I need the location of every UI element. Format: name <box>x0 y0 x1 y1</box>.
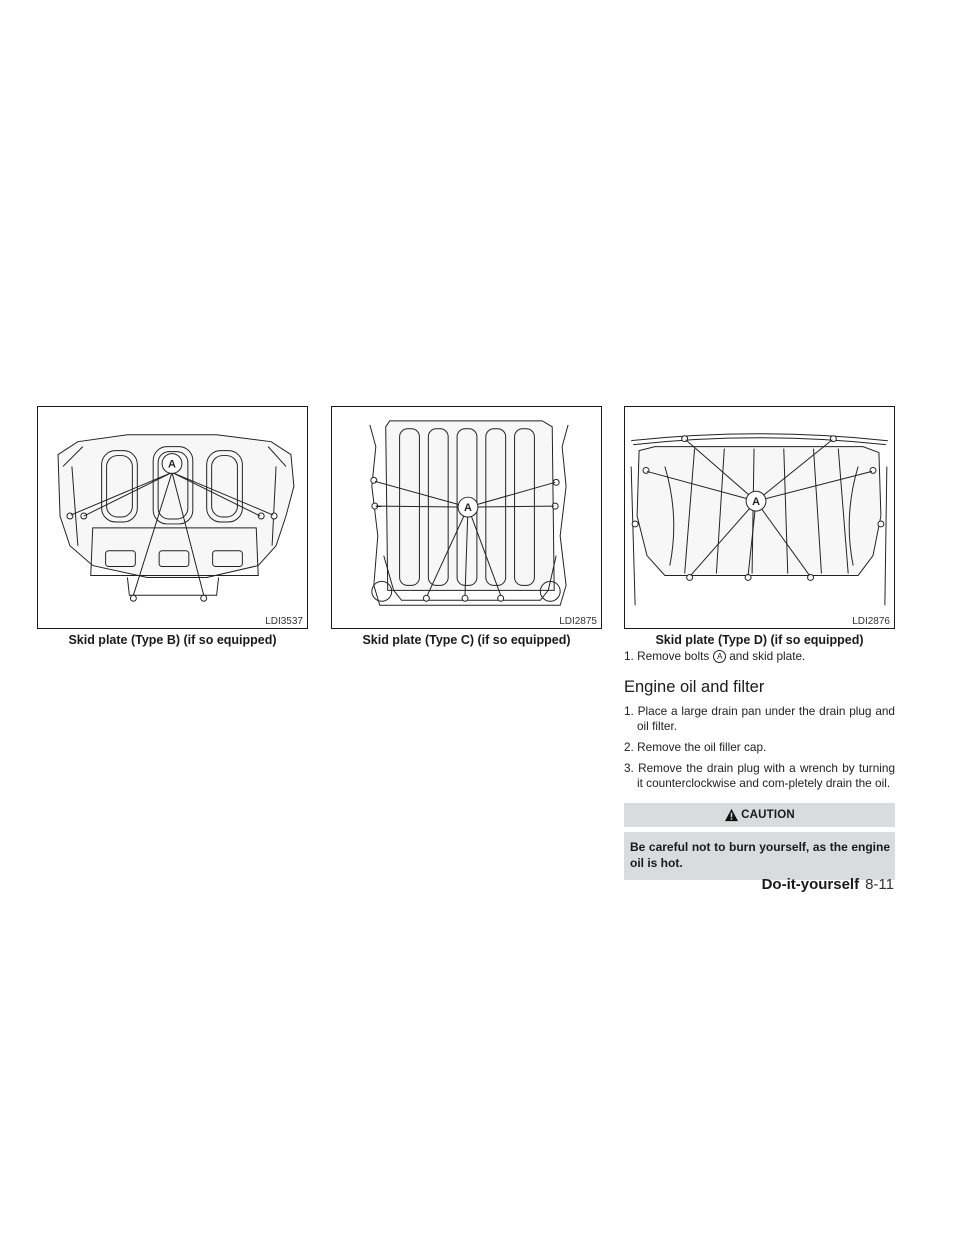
list-item: 3. Remove the drain plug with a wrench by turning it counterclockwise and com-pletely drain the oil. <box>624 761 895 790</box>
skid-plate-type-b-illustration <box>38 407 307 628</box>
skid-plate-type-d-illustration <box>625 407 894 628</box>
caution-text: Be careful not to burn yourself, as the engine oil is hot. <box>624 832 895 880</box>
callout-a: A <box>168 458 176 471</box>
section-heading: Engine oil and filter <box>624 678 765 696</box>
figure-skid-plate-type-d <box>624 406 895 629</box>
footer-section-title: Do-it-yourself <box>761 876 860 893</box>
page-footer <box>762 876 894 893</box>
figure-skid-plate-type-c <box>331 406 602 629</box>
skid-plate-type-c-illustration <box>332 407 601 628</box>
caution-box <box>624 803 895 880</box>
figure-code: LDI3537 <box>265 616 303 627</box>
callout-a: A <box>464 502 472 515</box>
figure-caption: Skid plate (Type B) (if so equipped) <box>68 633 277 647</box>
caution-header <box>624 803 895 827</box>
figure-code: LDI2875 <box>559 616 597 627</box>
oil-steps-list <box>624 704 895 791</box>
figure-caption: Skid plate (Type C) (if so equipped) <box>362 633 571 647</box>
caution-title: CAUTION <box>741 809 795 821</box>
remove-bolts-step <box>624 649 895 664</box>
page-number: 8-11 <box>865 876 894 893</box>
figure-skid-plate-type-b <box>37 406 308 629</box>
callout-a: A <box>752 496 760 509</box>
figure-caption: Skid plate (Type D) (if so equipped) <box>655 633 864 647</box>
list-item: 1. Place a large drain pan under the drain plug and oil filter. <box>624 704 895 733</box>
list-item: 2. Remove the oil filler cap. <box>624 740 767 754</box>
callout-a-marker: A <box>713 650 726 663</box>
step-text-suffix: and skid plate. <box>729 649 806 663</box>
figure-code: LDI2876 <box>852 616 890 627</box>
step-text-prefix: 1. Remove bolts <box>624 649 710 663</box>
warning-triangle-icon <box>724 808 739 822</box>
